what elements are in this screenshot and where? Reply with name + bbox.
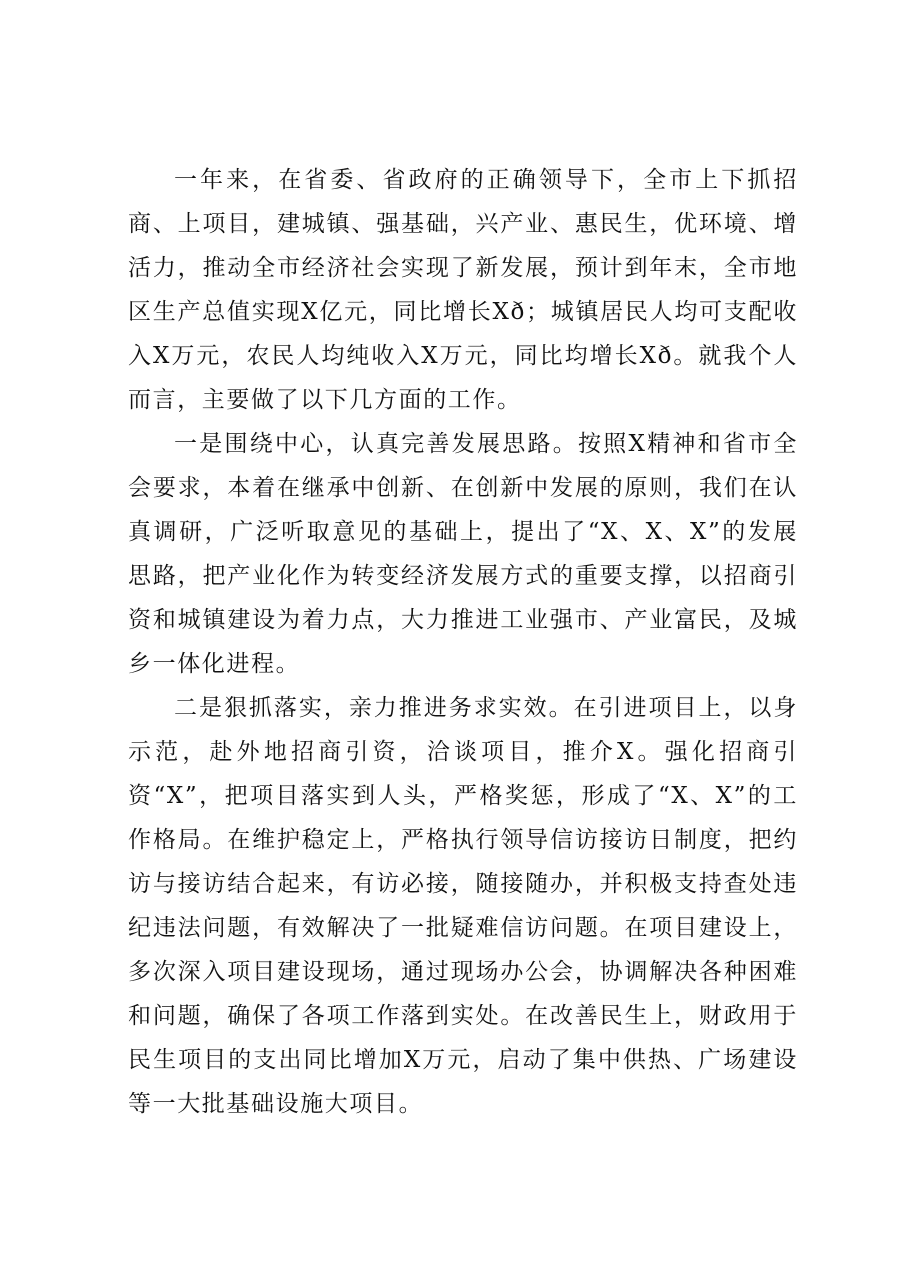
paragraph-point-two: 二是狠抓落实，亲力推进务求实效。在引进项目上，以身示范，赴外地招商引资，洽谈项目，推介X。强化招商引资“X”，把项目落实到人头，严格奖惩，形成了“X、X”的工作格局。在维护稳定上，严格执行领导信访接访日制度，把约访与接访结合起来，有访必接，随接随办，并积极支持查处违纪违法问题，有效解决了一批疑难信访问题。在项目建设上，多次深入项目建设现场，通过现场办公会，协调解决各种困难和问题，确保了各项工作落到实处。在改善民生上，财政用于民生项目的支出同比增加X万元，启动了集中供热、广场建设等一大批基础设施大项目。 bbox=[128, 695, 798, 1117]
paragraph-point-one: 一是围绕中心，认真完善发展思路。按照X精神和省市全会要求，本着在继承中创新、在创新中发展的原则，我们在认真调研，广泛听取意见的基础上，提出了“X、X、X”的发展思路，把产业化作为转变经济发展方式的重要支撑，以招商引资和城镇建设为着力点，大力推进工业强市、产业富民，及城乡一体化进程。 bbox=[128, 431, 798, 677]
document-body bbox=[128, 158, 798, 1126]
paragraph-intro: 一年来，在省委、省政府的正确领导下，全市上下抓招商、上项目，建城镇、强基础，兴产业、惠民生，优环境、增活力，推动全市经济社会实现了新发展，预计到年末，全市地区生产总值实现X亿元，同比增长Xð；城镇居民人均可支配收入X万元，农民人均纯收入X万元，同比均增长Xð。就我个人而言，主要做了以下几方面的工作。 bbox=[128, 167, 798, 413]
